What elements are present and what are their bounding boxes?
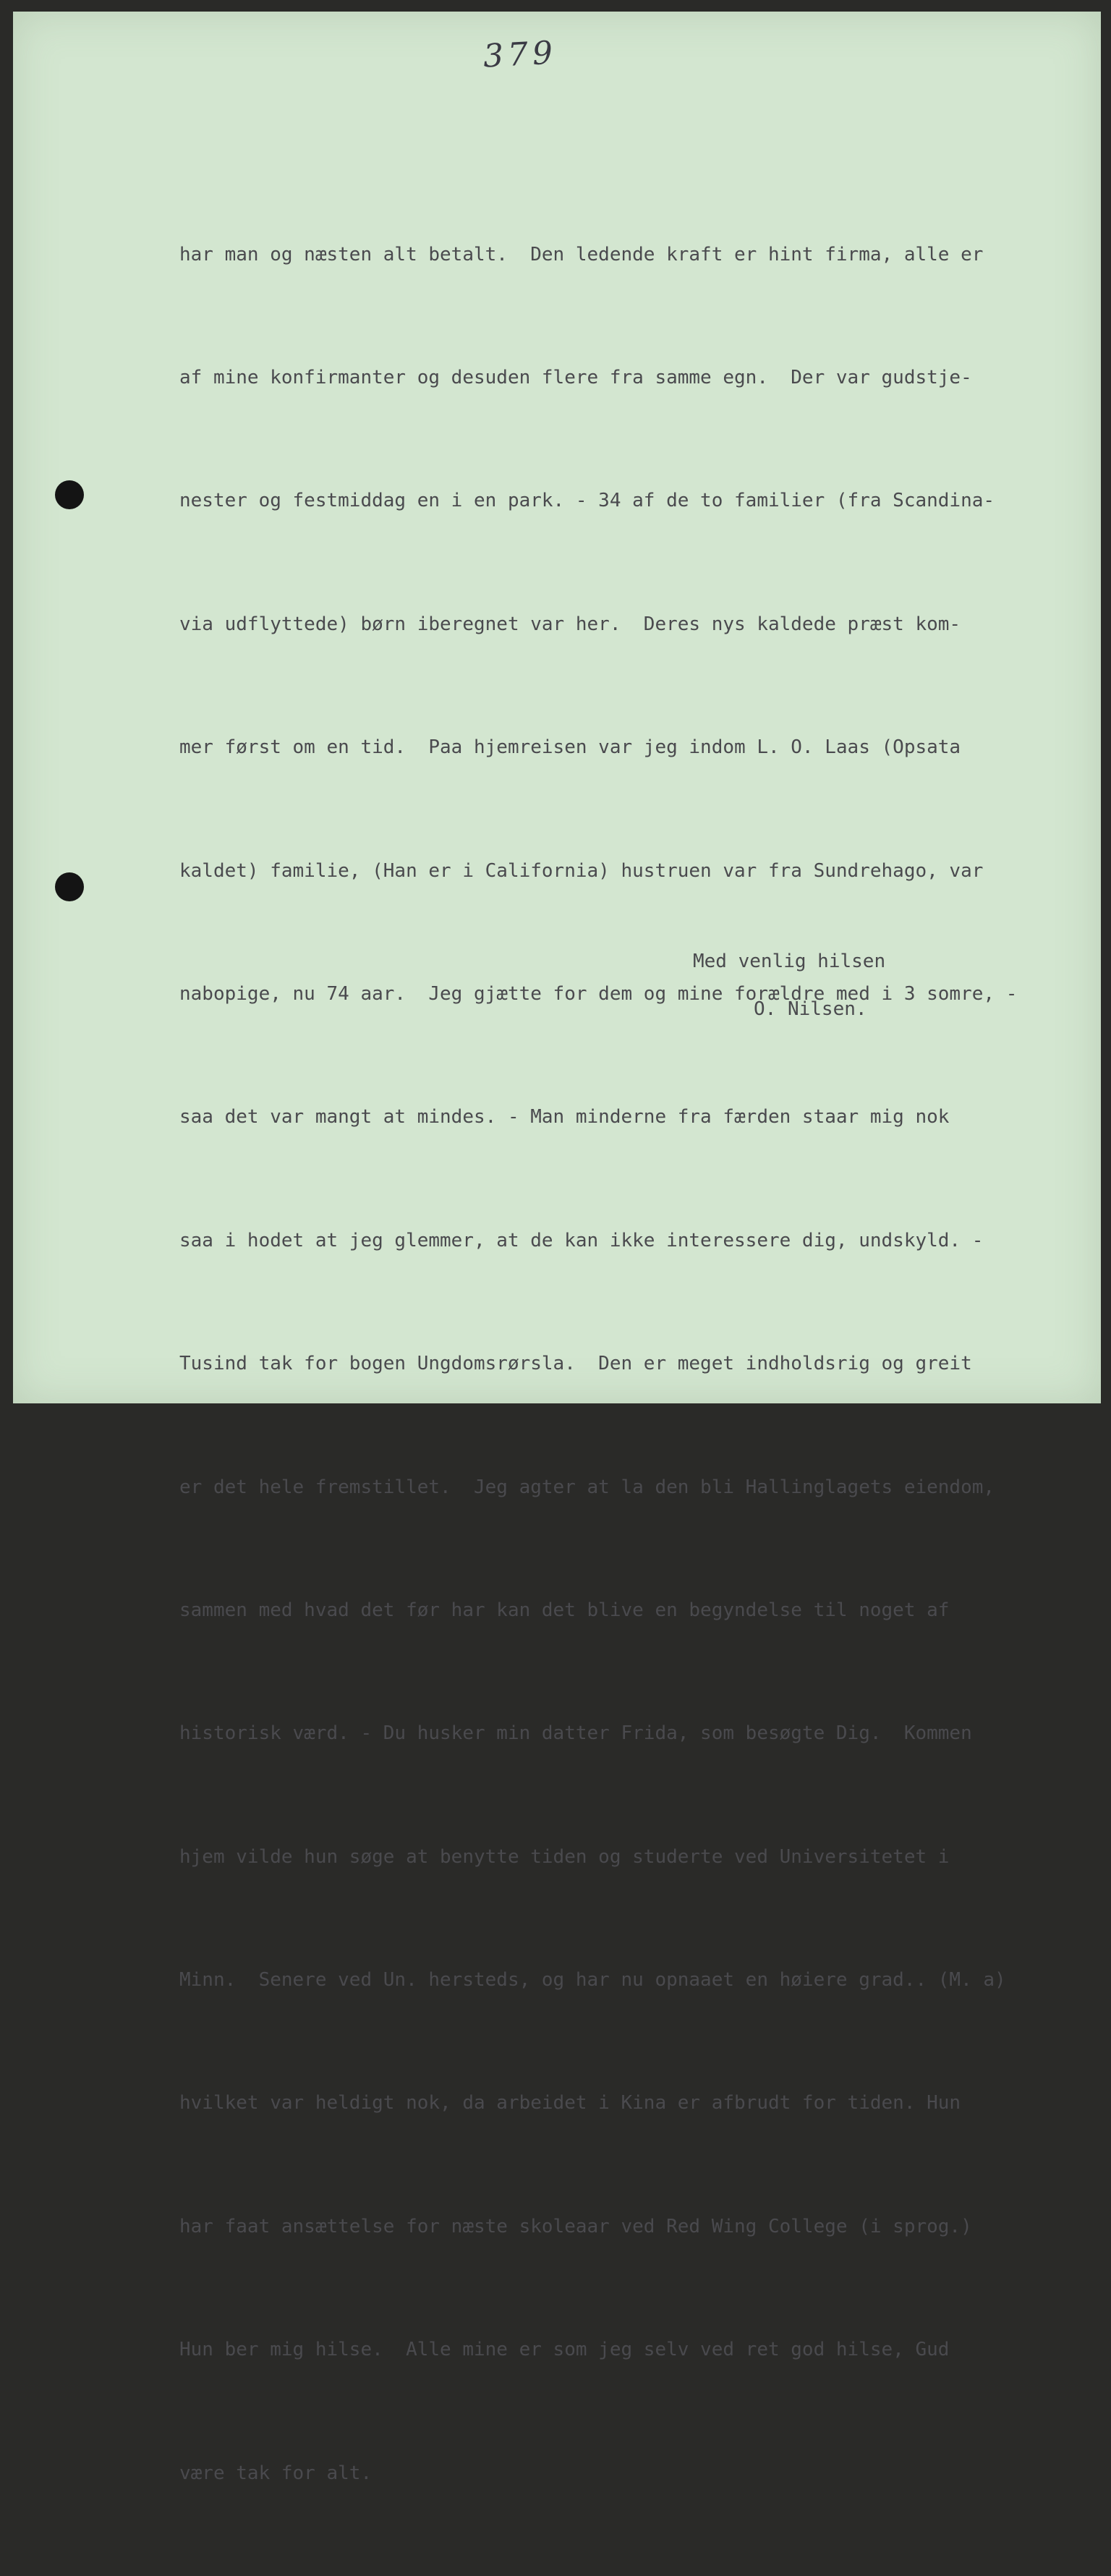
text-line: hvilket var heldigt nok, da arbeidet i Kina er afbrudt for tiden. Hun [179,2092,961,2114]
text-line: saa det var mangt at mindes. - Man minderne fra færden staar mig nok [179,1106,950,1128]
text-line: være tak for alt. [179,2462,373,2484]
text-line: historisk værd. - Du husker min datter Frida, som besøgte Dig. Kommen [179,1722,972,1745]
text-line: sammen med hvad det før har kan det blive en begyndelse til noget af [179,1599,950,1621]
text-line: kaldet) familie, (Han er i California) hustruen var fra Sundrehago, var [179,859,984,882]
text-line: saa i hodet at jeg glemmer, at de kan ikke interessere dig, undskyld. - [179,1229,984,1251]
punch-hole [55,480,84,509]
text-line: mer først om en tid. Paa hjemreisen var jeg indom L. O. Laas (Opsata [179,736,961,759]
text-line: Minn. Senere ved Un. hersteds, og har nu opnaaet en høiere grad.. (M. a) [179,1969,1006,1991]
page-number: 379 [482,34,558,75]
text-line: af mine konfirmanter og desuden flere fra samme egn. Der var gudstje- [179,366,972,388]
text-line: nabopige, nu 74 aar. Jeg gjætte for dem og mine forældre med i 3 somre, - [179,982,1018,1005]
signature: O. Nilsen. [754,998,867,1020]
text-line: nester og festmiddag en i en park. - 34 af de to familier (fra Scandina- [179,490,995,512]
document-page [13,12,1101,2484]
text-line: hjem vilde hun søge at benytte tiden og studerte ved Universitetet i [179,1845,950,1868]
punch-hole [55,872,84,901]
text-line: har faat ansættelse for næste skoleaar ved Red Wing College (i sprog.) [179,2215,972,2237]
text-line: via udflyttede) børn iberegnet var her. Deres nys kaldede præst kom- [179,613,961,635]
letter-body [179,152,1091,2576]
text-line: Tusind tak for bogen Ungdomsrørsla. Den er meget indholdsrig og greit [179,1353,972,1375]
text-line: er det hele fremstillet. Jeg agter at la den bli Hallinglagets eiendom, [179,1476,995,1498]
text-line: Hun ber mig hilse. Alle mine er som jeg selv ved ret god hilse, Gud [179,2339,950,2361]
closing-salutation: Med venlig hilsen [693,951,886,972]
text-line: har man og næsten alt betalt. Den ledende kraft er hint firma, alle er [179,243,984,265]
